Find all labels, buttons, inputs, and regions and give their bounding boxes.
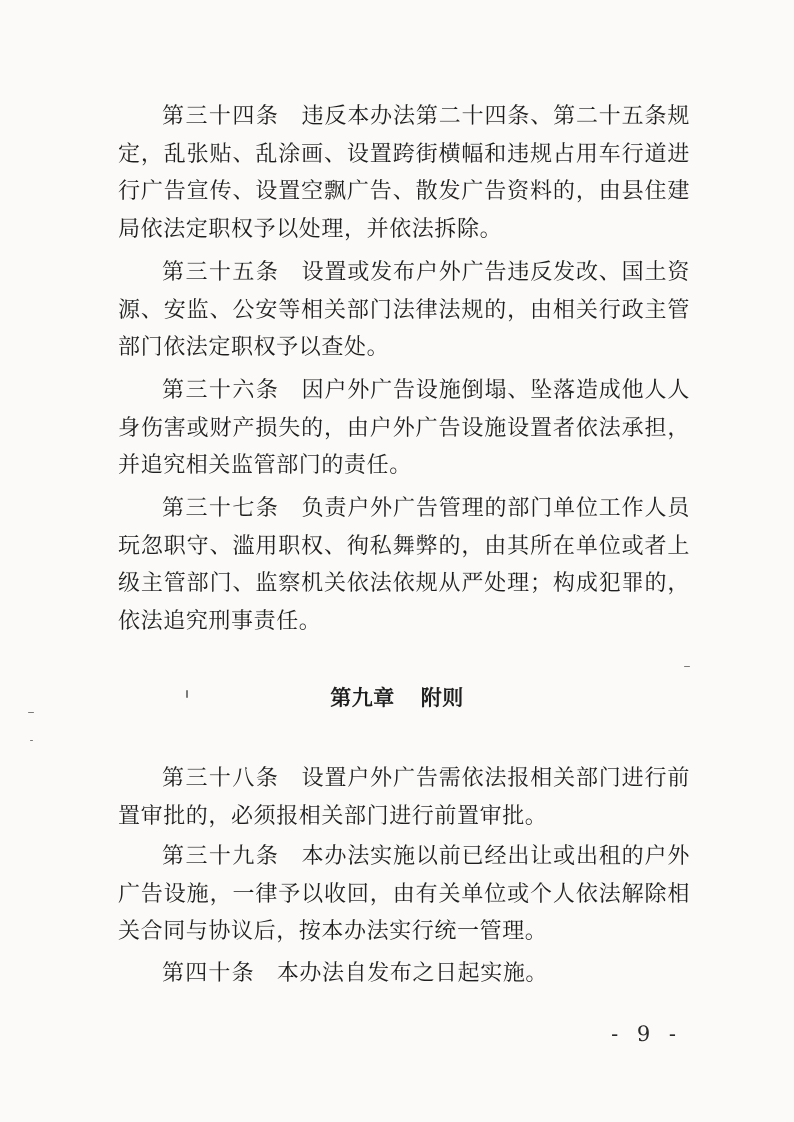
article-35	[118, 254, 690, 367]
article-37	[118, 490, 690, 640]
scan-mark	[186, 690, 188, 698]
article-number: 第三十五条	[162, 260, 280, 285]
scan-mark	[30, 740, 33, 741]
scan-mark	[684, 666, 690, 667]
article-text: 因户外广告设施倒塌、坠落造成他人人身伤害或财产损失的，由户外广告设施设置者依法承担，并追究相关监管部门的责任。	[118, 378, 690, 478]
article-39	[118, 838, 690, 951]
article-38	[118, 760, 690, 835]
article-text: 本办法实施以前已经出让或出租的户外广告设施，一律予以收回，由有关单位或个人依法解除相关合同与协议后，按本办法实行统一管理。	[118, 844, 690, 944]
article-number: 第三十七条	[162, 496, 280, 521]
article-text: 设置或发布户外广告违反发改、国土资源、安监、公安等相关部门法律法规的，由相关行政主管部门依法定职权予以查处。	[118, 260, 690, 360]
article-text: 违反本办法第二十四条、第二十五条规定，乱张贴、乱涂画、设置跨街横幅和违规占用车行道进行广告宣传、设置空飘广告、散发广告资料的，由县住建局依法定职权予以处理，并依法拆除。	[118, 104, 690, 242]
scan-mark	[28, 712, 34, 713]
article-40	[118, 955, 690, 993]
article-34	[118, 98, 690, 248]
chapter-number: 第九章	[330, 686, 395, 710]
article-number: 第三十六条	[162, 378, 280, 403]
article-text: 设置户外广告需依法报相关部门进行前置审批的，必须报相关部门进行前置审批。	[118, 766, 690, 829]
article-text: 本办法自发布之日起实施。	[276, 961, 549, 986]
chapter-title: 附则	[420, 686, 464, 710]
article-number: 第三十九条	[162, 844, 280, 869]
article-text: 负责户外广告管理的部门单位工作人员玩忽职守、滥用职权、徇私舞弊的，由其所在单位或者上级主管部门、监察机关依法依规从严处理；构成犯罪的，依法追究刑事责任。	[118, 496, 690, 634]
article-number: 第四十条	[162, 961, 255, 986]
article-number: 第三十四条	[162, 104, 280, 129]
article-number: 第三十八条	[162, 766, 280, 791]
chapter-heading	[0, 682, 794, 712]
page-number: - 9 -	[611, 1022, 682, 1046]
article-36	[118, 372, 690, 485]
